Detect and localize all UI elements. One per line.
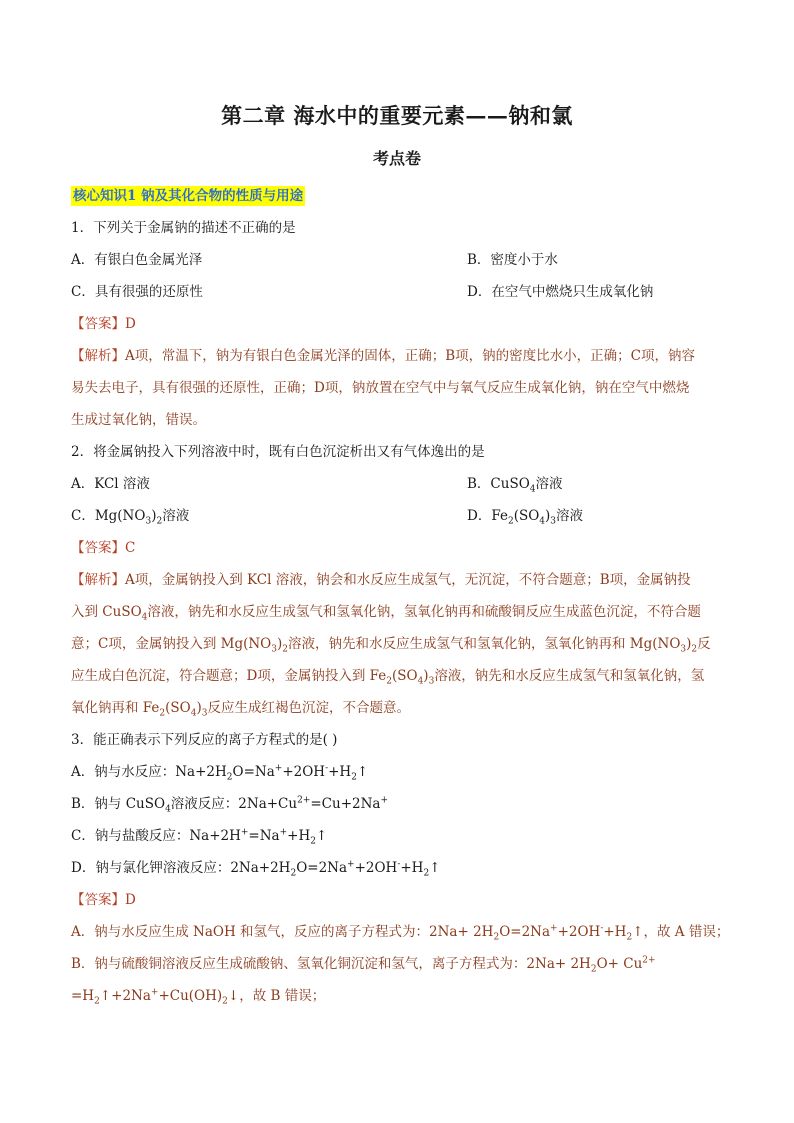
page-title: 第二章 海水中的重要元素——钠和氯 [221, 103, 573, 128]
question-1-analysis-line: 易失去电子，具有很强的还原性，正确；D项，钠放置在空气中与氧气反应生成氧化钠，钠在空气中燃烧 [71, 380, 690, 396]
question-1-analysis-line: 【解析】A项，常温下，钠为有银白色金属光泽的固体，正确；B项，钠的密度比水小，正确；C项，钠容 [71, 348, 695, 364]
question-1-stem: 1．下列关于金属钠的描述不正确的是 [71, 220, 296, 236]
question-2-analysis-line: 意；C项，金属钠投入到 $Mg(NO_3)_2$溶液，钠先和水反应生成氢气和氢氧化钠，氢氧化钠再和 $Mg(NO_3)_2$反 [71, 636, 711, 655]
question-3-answer: 【答案】D [71, 892, 136, 908]
question-3-stem: 3．能正确表示下列反应的离子方程式的是( ) [71, 732, 338, 748]
question-2-analysis-line: 入到 CuSO$_4$溶液，钠先和水反应生成氢气和氢氧化钠，氢氧化钠再和硫酸铜反应生成蓝色沉淀，不符合题 [71, 604, 701, 623]
option-b: B．CuSO$_4$溶液 [467, 476, 563, 495]
question-2-options-cd [71, 506, 731, 526]
question-2-answer: 【答案】C [71, 540, 136, 556]
option-d: D．在空气中燃烧只生成氧化钠 [467, 284, 654, 300]
section-heading [71, 186, 731, 206]
question-3-option-c: C．钠与盐酸反应：$Na+2H^+=Na^++H_2↑$ [71, 827, 328, 847]
question-1-options-cd [71, 282, 731, 302]
question-3-option-d: D．钠与氯化钾溶液反应：$2Na+2H_2O=2Na^++2OH^-+H_2↑$ [71, 859, 441, 879]
question-2-stem: 2．将金属钠投入下列溶液中时，既有白色沉淀析出又有气体逸出的是 [71, 444, 485, 460]
option-b: B．密度小于水 [467, 252, 558, 268]
question-3-option-b: B．钠与 CuSO$_4$溶液反应：$2Na+Cu^{2+}=Cu+2Na^+$ [71, 795, 389, 815]
question-3-analysis-line: $=H_2↑+2Na^++Cu(OH)_2↓$，故 B 错误； [71, 987, 326, 1007]
page-subtitle: 考点卷 [372, 149, 421, 168]
question-2-analysis-line: 应生成白色沉淀，符合题意；D项，金属钠投入到 $Fe_2(SO_4)_3$溶液，钠先和水反应生成氢气和氢氧化钠，氢 [71, 668, 705, 687]
option-a: A．KCl 溶液 [71, 476, 150, 492]
question-2-options-ab [71, 474, 731, 494]
question-1-answer: 【答案】D [71, 316, 136, 332]
option-c: C．具有很强的还原性 [71, 284, 203, 300]
section-highlight: 核心知识1 钠及其化合物的性质与用途 [73, 188, 304, 204]
option-a: A．有银白色金属光泽 [71, 252, 203, 268]
question-3-analysis-line: A．钠与水反应生成 NaOH 和氢气，反应的离子方程式为：$2Na+ 2H_2O=2Na^++2OH^-+H_2↑$，故 A 错误； [71, 923, 730, 943]
question-1-options-ab [71, 250, 731, 270]
question-3-option-a: A．钠与水反应：$Na+2H_2O=Na^++2OH^-+H_2↑$ [71, 763, 369, 783]
question-1-analysis-line: 生成过氧化钠，错误。 [71, 412, 206, 428]
question-3-analysis-line: B．钠与硫酸铜溶液反应生成硫酸钠、氢氧化铜沉淀和氢气，离子方程式为：$2Na+ 2H_2O+ Cu^{2+}$ [71, 955, 656, 975]
option-c: C．$Mg(NO_3)_2$溶液 [71, 508, 190, 527]
question-2-analysis-line: 氧化钠再和 $Fe_2(SO_4)_3$反应生成红褐色沉淀，不合题意。 [71, 700, 410, 719]
question-2-analysis-line: 【解析】A项，金属钠投入到 KCl 溶液，钠会和水反应生成氢气，无沉淀，不符合题意；B项，金属钠投 [71, 572, 691, 588]
option-d: D．$Fe_2(SO_4)_3$溶液 [467, 508, 584, 527]
